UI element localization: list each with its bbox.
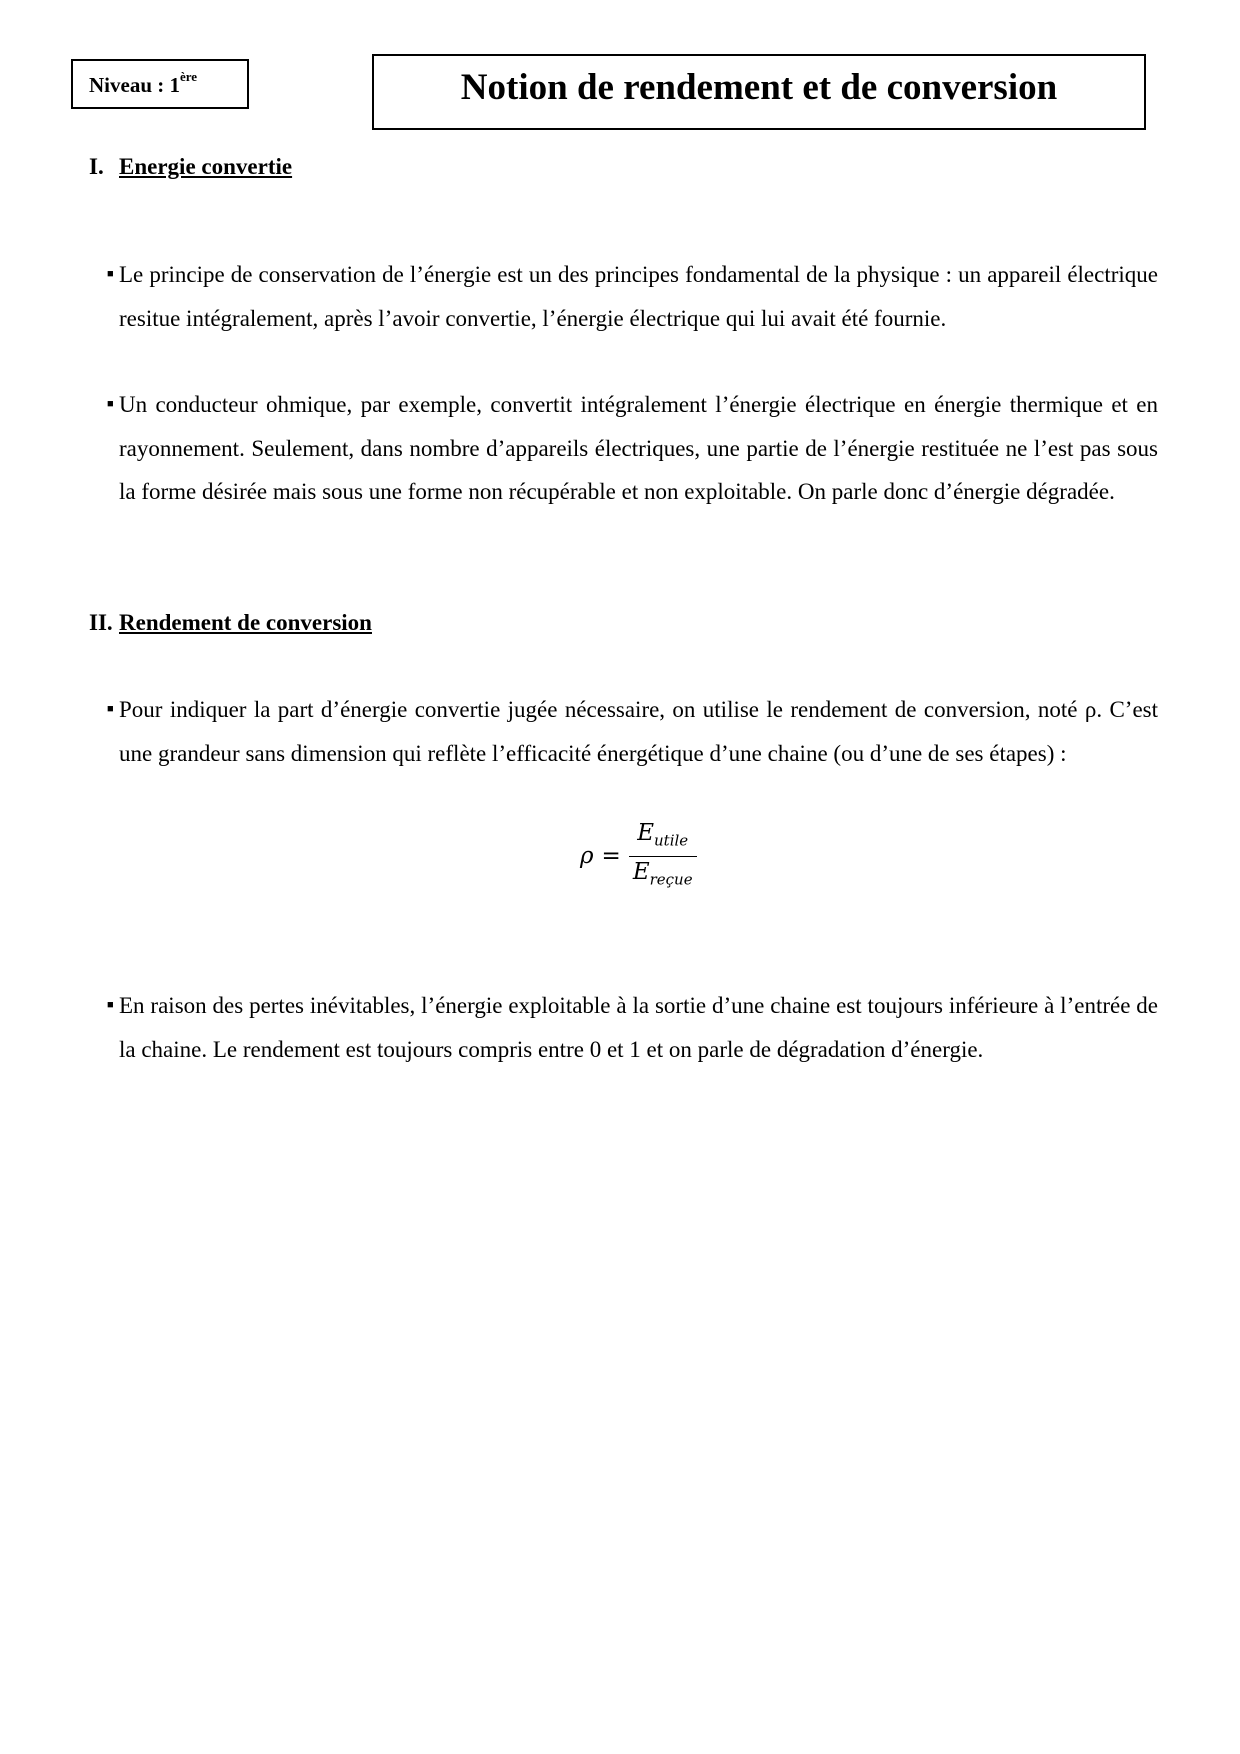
bullet-paragraph	[107, 383, 1158, 514]
page-title: Notion de rendement et de conversion	[460, 67, 1058, 108]
paragraph-text: En raison des pertes inévitables, l’énergie exploitable à la sortie d’une chaine est toujours inférieure à l’entrée de la chaine. Le rendement est toujours compris entre 0 et 1 et on parle de dégradation d’énergie.	[119, 993, 1158, 1062]
bullet-paragraph	[107, 984, 1158, 1071]
level-superscript: ère	[180, 69, 198, 84]
square-bullet-icon: ■	[107, 268, 114, 280]
bullet-paragraph	[107, 253, 1158, 340]
section-number: II.	[89, 610, 113, 635]
page-title-box	[372, 54, 1146, 130]
section-heading-rendement-conversion	[89, 608, 372, 638]
section-title: Energie convertie	[119, 154, 293, 179]
paragraph-text: Le principe de conservation de l’énergie est un des principes fondamental de la physique : un appareil électrique resitue intégralement, après l’avoir convertie, l’énergie électrique qui lui avait été fournie.	[119, 262, 1158, 331]
section-number: I.	[89, 154, 104, 179]
square-bullet-icon: ■	[107, 999, 114, 1011]
formula-fraction	[629, 818, 697, 895]
bullet-paragraph	[107, 688, 1158, 775]
square-bullet-icon: ■	[107, 703, 114, 715]
formula-numerator: $E_{utile}$	[637, 820, 689, 850]
formula-equals: =	[601, 843, 621, 870]
section-heading-energie-convertie	[89, 152, 292, 182]
efficiency-formula	[580, 818, 697, 895]
paragraph-text: Pour indiquer la part d’énergie convertie jugée nécessaire, on utilise le rendement de conversion, noté ρ. C’est une grandeur sans dimension qui reflète l’efficacité énergétique d’une chaine (ou d’une de ses étapes) :	[119, 697, 1158, 766]
paragraph-text: Un conducteur ohmique, par exemple, convertit intégralement l’énergie électrique en énergie thermique et en rayonnement. Seulement, dans nombre d’appareils électriques, une partie de l’énergie restituée ne l’est pas sous la forme désirée mais sous une forme non récupérable et non exploitable. On parle donc d’énergie dégradée.	[119, 392, 1158, 504]
level-box	[71, 59, 249, 109]
section-title: Rendement de conversion	[119, 610, 372, 635]
formula-denominator: $E_{reçue}$	[632, 859, 693, 889]
formula-rho: ρ	[580, 843, 594, 870]
level-label: Niveau : 1	[89, 73, 180, 97]
square-bullet-icon: ■	[107, 398, 114, 410]
